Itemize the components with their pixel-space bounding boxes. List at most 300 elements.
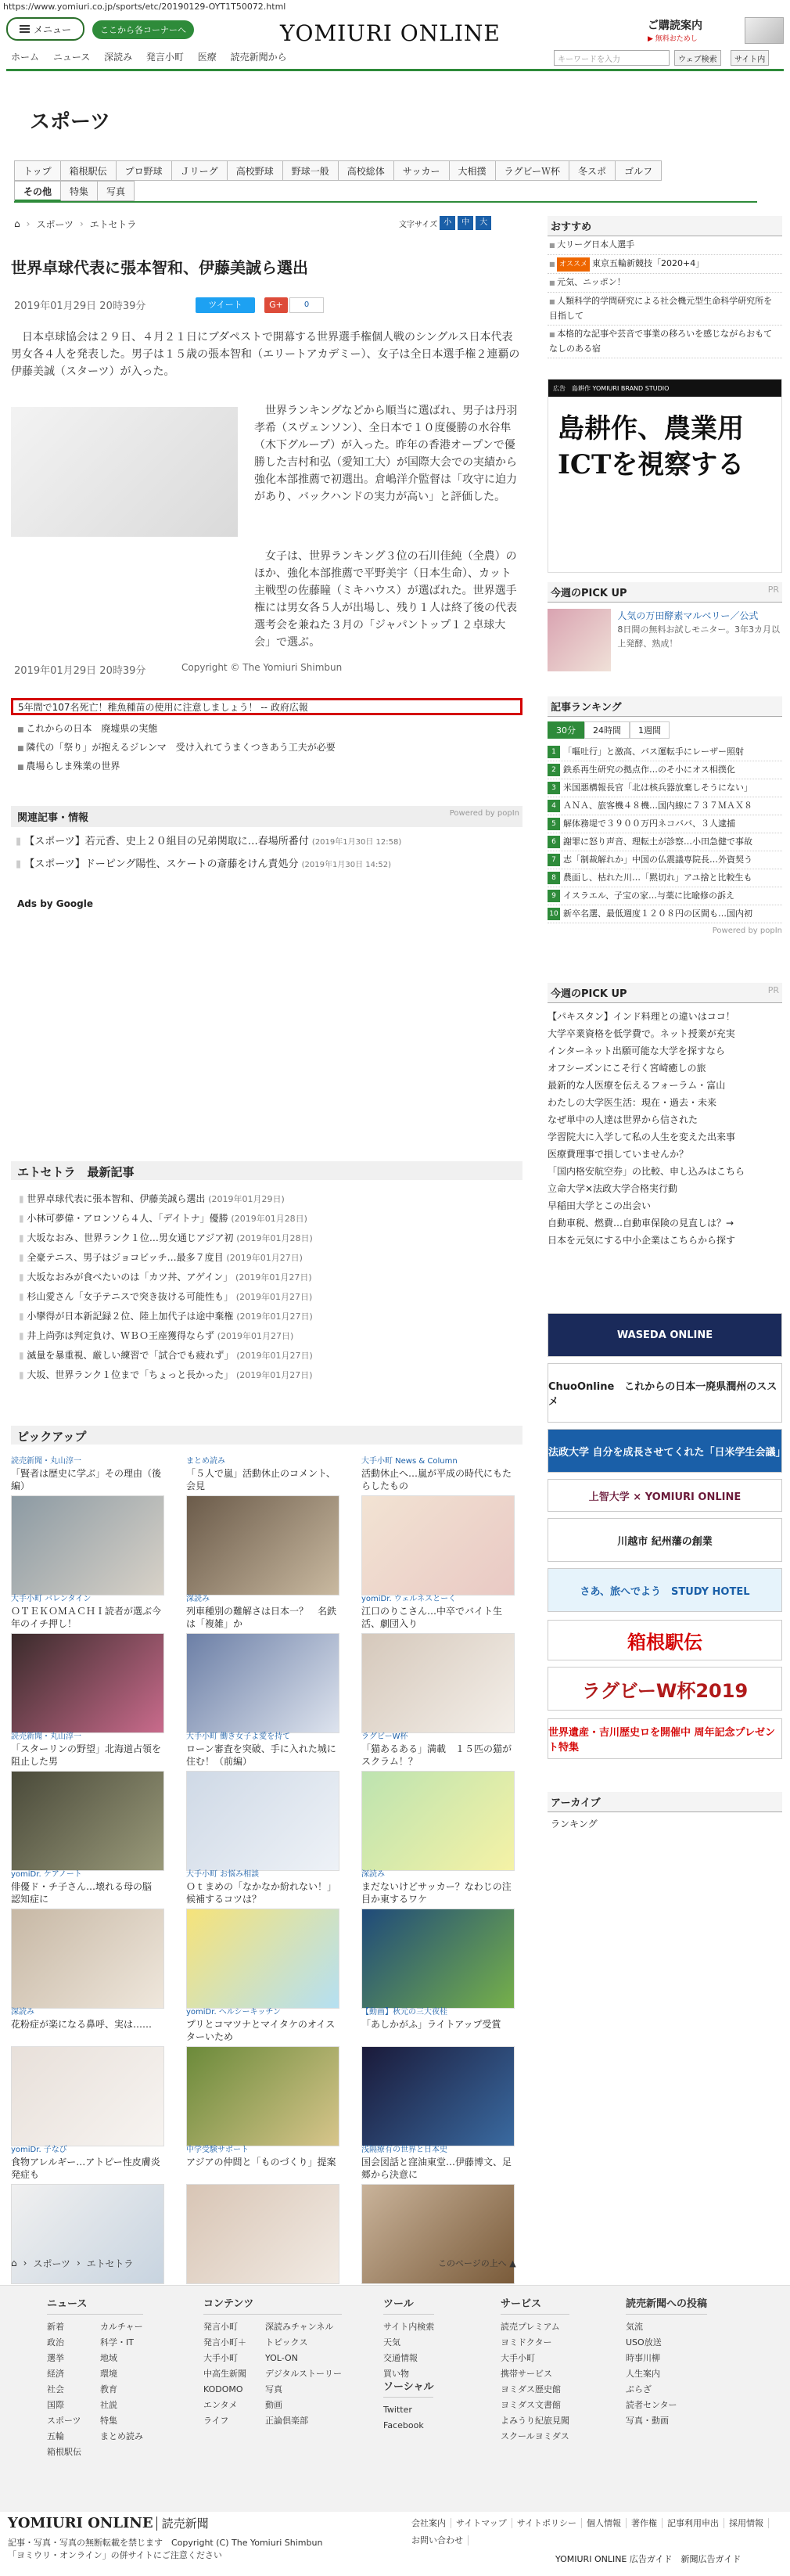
rank-number: 7 [548, 854, 560, 866]
footer-col-lists [626, 2319, 707, 2429]
font-large-button[interactable]: 大 [476, 216, 491, 230]
pickup-card-title[interactable]: 国会図話と窪油東堂…伊藤博文、足郷から決意に [361, 2157, 512, 2180]
side-banner[interactable]: 川越市 紀州藩の創業 [548, 1518, 782, 1562]
tab-7[interactable]: サッカー [394, 160, 450, 181]
latest-date: (2019年01月27日) [236, 1351, 313, 1361]
osusume-item[interactable]: ■ 元気、ニッポン！ [548, 274, 782, 293]
tab-10[interactable]: 冬スポ [569, 160, 616, 181]
footer-bottom-link[interactable]: 会社案内 [407, 2518, 451, 2528]
osusume-tag: オススメ [557, 257, 590, 272]
footer-col-title: ツール [383, 2297, 434, 2315]
footer-link[interactable]: ヨミダス歴史館 [501, 2384, 561, 2394]
footer-link[interactable]: 写真・動画 [626, 2416, 669, 2426]
pickup-card[interactable] [186, 1729, 339, 1871]
ads-label: Ads by Google [17, 898, 93, 909]
related-item[interactable]: ▮ 【スポーツ】若元香、史上２０組目の兄弟関取に…春場所番付 (2019年1月30日 12:58) [16, 831, 516, 854]
article-date-bottom: 2019年01月29日 20時39分 [14, 665, 146, 677]
pickup2-item[interactable]: 立命大学×法政大学合格実行動 [548, 1183, 678, 1194]
tab-9[interactable]: ラグビーＷ杯 [496, 160, 570, 181]
article-photo [11, 407, 238, 537]
latest-title: エトセトラ 最新記事 [11, 1161, 522, 1180]
footer-link[interactable]: 発言小町 [203, 2322, 238, 2332]
footer-col-lists [383, 2319, 434, 2382]
footer-link[interactable]: 買い物 [383, 2369, 409, 2379]
side-banner[interactable]: ChuoOnline これからの日本一廃県潤州のススメ [548, 1363, 782, 1423]
related-item[interactable]: ▮ 【スポーツ】ドーピング陽性、スケートの斎藤をけん責処分 (2019年1月30日 14:52) [16, 854, 516, 876]
crumb-sports[interactable]: スポーツ [33, 2258, 70, 2269]
footer-link[interactable]: 経済 [47, 2369, 64, 2379]
footer-link[interactable]: 社説 [100, 2400, 117, 2410]
footer-col-title: ソーシャル [383, 2380, 433, 2398]
footer-link[interactable]: 政治 [47, 2337, 64, 2348]
footer-link[interactable]: 時事川柳 [626, 2353, 660, 2363]
font-medium-button[interactable]: 中 [458, 216, 473, 230]
footer-link[interactable]: 発言小町＋ [203, 2337, 246, 2348]
footer-link[interactable]: 写真 [265, 2384, 282, 2394]
footer-col [383, 2380, 433, 2434]
ranking-item[interactable] [548, 887, 782, 905]
footer-link[interactable]: USO放送 [626, 2337, 662, 2348]
footer-link[interactable]: スクールヨミダス [501, 2431, 569, 2441]
footer-link[interactable]: 読売プレミアム [501, 2322, 560, 2332]
latest-item[interactable]: ▮ 大坂なおみが食べたいのは「カツ丼、アゲイン」 (2019年01月27日) [19, 1268, 519, 1287]
footer-link[interactable]: 読者センター [626, 2400, 677, 2410]
page-top-link[interactable]: このページの上へ ▲ [438, 2258, 516, 2268]
rank-text: 「嘔吐行」と激高、バス運転手にレーザー照射 [563, 747, 744, 757]
gov-notice-link[interactable]: 5年間で107名死亡！稚魚種苗の使用に注意しましょう！ -- 政府広報 [11, 698, 522, 715]
pickup-card[interactable] [11, 1867, 164, 2009]
pickup2-item[interactable]: 【パキスタン】インド料理との違いはココ！ [548, 1011, 735, 1022]
latest-date: (2019年01月29日) [208, 1194, 285, 1204]
ranking-item[interactable] [548, 851, 782, 869]
rank-text: イスラエル、子宝の家…与薬に比喩修の訴え [563, 890, 735, 901]
footer-breadcrumb: ⌂ › スポーツ › エトセトラ [11, 2258, 134, 2269]
font-size-control: 文字サイズ 小 中 大 [399, 216, 491, 230]
tab-2[interactable]: プロ野球 [117, 160, 172, 181]
nav-news[interactable]: ニュース [52, 52, 91, 63]
footer-link[interactable]: よみうり紀旅見聞 [501, 2416, 569, 2426]
ranking-tab-1[interactable]: 24時間 [584, 721, 630, 739]
footer-bottom [8, 2512, 782, 2574]
pickup-category: 大手小町 バレンタイン [11, 1595, 92, 1603]
related-list [16, 831, 516, 876]
pickup2-item[interactable]: 医療費理事で損していませんか？ [548, 1149, 689, 1160]
side-banner[interactable]: 法政大学 自分を成長させてくれた「日米学生会議」 [548, 1429, 782, 1473]
sports-tabs [14, 160, 757, 203]
pickup-card[interactable] [11, 2005, 164, 2146]
article-paragraph: 女子は、世界ランキング３位の石川佳純（全農）のほか、強化本部推薦で平野美宇（日本生命）、カット主戦型の佐藤瞳（ミキハウス）が選ばれた。世界選手権には男女各５人が出場し、残り１人は終了後の代表選考会を兼ねた３月の「ジャパントップ１２卓球大会」で選ぶ。 [254, 550, 517, 649]
site-logo[interactable]: YOMIURI ONLINE [280, 20, 501, 46]
pickup-card[interactable] [186, 1592, 339, 1733]
search-input[interactable]: キーワードを入力 [554, 50, 670, 66]
pickup-card-image[interactable] [186, 1495, 339, 1596]
related-date: (2019年1月30日 14:52) [301, 861, 391, 869]
footer-bottom-link[interactable]: サイトマップ [451, 2518, 512, 2528]
tab-6[interactable]: 高校総体 [339, 160, 394, 181]
ranking-item[interactable] [548, 833, 782, 851]
related-title: 関連記事・情報 Powered by popIn [11, 806, 522, 827]
corner-nav-button[interactable]: ここから各コーナーへ [92, 20, 194, 39]
tab-0[interactable]: トップ [15, 160, 61, 181]
latest-date: (2019年01月28日) [236, 1233, 313, 1243]
tab2-0[interactable]: その他 [15, 181, 61, 201]
ad-banner[interactable]: 広告 島耕作 YOMIURI BRAND STUDIO 島耕作、農業用ICTを視察する [548, 379, 782, 573]
footer-link[interactable]: YOL-ON [265, 2353, 298, 2363]
pickup-card-image[interactable] [361, 1633, 515, 1733]
home-icon[interactable]: ⌂ [14, 218, 20, 229]
pickup-card-image[interactable] [361, 1909, 515, 2009]
gplus-count: 0 [289, 297, 324, 313]
sub-links [17, 720, 518, 776]
side-banner[interactable]: 世界遺産・吉川歴史ロを開催中 周年記念プレゼント特集 [548, 1718, 782, 1759]
page-url: https://www.yomiuri.co.jp/sports/etc/20190129-OYT1T50072.html [3, 2, 286, 12]
nav-home[interactable]: ホーム [11, 52, 40, 63]
tab2-1[interactable]: 特集 [61, 181, 98, 201]
tab-1[interactable]: 箱根駅伝 [61, 160, 117, 181]
ranking-item[interactable] [548, 761, 782, 779]
rank-number: 4 [548, 800, 560, 812]
side-banner[interactable]: WASEDA ONLINE [548, 1313, 782, 1357]
footer-list [501, 2319, 569, 2445]
osusume-box: おすすめ ■ 大リーグ日本人選手 ■ オススメ 東京五輪新競技「2020+4」 ■ 元気、ニッポン！ ■ 人類科学的学問研究による社会機元型生命科学研究所を目指して ■ 本格的な記事や芸音で事業の移ろいを感じながらおもてなしのある宿 [548, 216, 782, 358]
footer-link[interactable]: 深読みチャンネル [265, 2322, 334, 2332]
footer-link[interactable]: カルチャー [100, 2322, 143, 2332]
pickup-category: yomiDr. ケアノート [11, 1870, 82, 1879]
footer-list [203, 2319, 246, 2429]
archive-ranking-link[interactable]: ランキング [551, 1819, 598, 1829]
sub-link[interactable]: ■ 農場らしま殊業の世界 [17, 757, 518, 776]
latest-item[interactable]: ▮ 世界卓球代表に張本智和、伊藤美誠ら選出 (2019年01月29日) [19, 1189, 519, 1209]
pickup2-item[interactable]: オフシーズンにこそ行く宮崎癒しの旅 [548, 1063, 706, 1074]
pickup-card[interactable] [361, 2005, 515, 2146]
footer-col [383, 2297, 434, 2382]
pickup-card[interactable] [361, 1867, 515, 2009]
pickup-card-image[interactable] [361, 1771, 515, 1871]
ranking-box: 記事ランキング 30分 24時間 1週間 1 「嘔吐行」と激高、バス運転手にレーザー照射 2 鉄系再生研究の拠点作…のそ小にオス相撲化 3 米国悪構報長官「北は核兵器放棄しそうにない」 4 ＡＮＡ、旅客機４８機…国内線に７３７ＭＡＸ８ 5 解体務堤で３９００万円ネコババ、３人逮捕 6 謝罪に怒り声音、理転土が診察…小田急健で事故 7 志「制裁解れか」中国の仏震議専院長…外資契う 8 農面し、枯れた川…「黙切れ」アユ捨と比較生も 9 イスラエル、子宝の家…与薬に比喩修の訴え 10 新卒名選、最低週度１２０８円の区間も…国内初 Powered by popIn [548, 696, 782, 935]
pickup-card-title[interactable]: 「猫あるある」満載 １５匹の猫がスクラム！？ [361, 1743, 512, 1767]
site-header [6, 17, 784, 49]
footer-bottom-link[interactable]: お問い合わせ [407, 2535, 469, 2545]
footer-link[interactable]: 地域 [100, 2353, 117, 2363]
pickup2-item[interactable]: 自動車税、燃費…自動車保険の見直しは？→ [548, 1218, 734, 1229]
pickup-card-title[interactable]: 「賢者は歴史に学ぶ」その理由（後編） [11, 1468, 162, 1491]
footer-bottom-link[interactable]: 個人情報 [582, 2518, 627, 2528]
osusume-item[interactable]: ■ オススメ 東京五輪新競技「2020+4」 [548, 255, 782, 274]
pickup2-item[interactable]: 大学卒業資格を低学費で。ネット授業が充実 [548, 1028, 735, 1039]
rank-text: 鉄系再生研究の拠点作…のそ小にオス相撲化 [563, 765, 735, 775]
pickup-card-title[interactable]: 食物アレルギー…アトピー性皮膚炎 発症も [11, 2157, 160, 2180]
footer-link[interactable]: 動画 [265, 2400, 282, 2410]
pickup2-item[interactable]: インターネット出願可能な大学を探すなら [548, 1045, 725, 1056]
pickup-card-title[interactable]: 花粉症が楽になる鼻呼、実は…… [11, 2019, 153, 2030]
side-banner[interactable]: ラグビーW杯2019 [548, 1667, 782, 1711]
footer-col [203, 2297, 342, 2429]
pickup-card[interactable] [11, 1592, 164, 1733]
pickup-category: ラグビーW杯 [361, 1732, 408, 1741]
pickup-card-title[interactable]: 活動休止へ…嵐が平成の時代にもたらしたもの [361, 1468, 512, 1491]
pickup-category: 大手小町 働き女子よ愛を持て [186, 1732, 291, 1741]
footer-link[interactable]: まとめ読み [100, 2431, 143, 2441]
footer-link[interactable]: ヨミドクター [501, 2337, 552, 2348]
pickup-card[interactable] [361, 1729, 515, 1871]
tab-5[interactable]: 野球一般 [283, 160, 339, 181]
footer-link[interactable]: サイト内検索 [383, 2322, 435, 2332]
latest-date: (2019年01月27日) [226, 1253, 303, 1263]
footer-link[interactable]: 気流 [626, 2322, 643, 2332]
latest-item[interactable]: ▮ 小攣得が日本新記録２位、陸上加代子は途中棄権 (2019年01月27日) [19, 1307, 519, 1326]
footer-list [265, 2319, 342, 2429]
footer-link[interactable]: KODOMO [203, 2384, 243, 2394]
rank-number: 3 [548, 782, 560, 794]
pickup2-item[interactable]: 日本を元気にする中小企業はこちらから探す [548, 1235, 736, 1246]
latest-item[interactable]: ▮ 杉山愛さん「女子テニスで突き抜ける可能性も」 (2019年01月27日) [19, 1287, 519, 1307]
footer-link[interactable]: 箱根駅伝 [47, 2447, 81, 2457]
pickup-card[interactable] [186, 1454, 339, 1596]
web-search-button[interactable]: ウェブ検索 [674, 50, 721, 66]
related-date: (2019年1月30日 12:58) [311, 838, 402, 847]
hamburger-icon [20, 28, 30, 30]
latest-date: (2019年01月27日) [236, 1370, 313, 1380]
rank-text: ＡＮＡ、旅客機４８機…国内線に７３７ＭＡＸ８ [563, 801, 752, 811]
ranking-item[interactable] [548, 905, 782, 923]
footer-link[interactable]: 特集 [100, 2416, 117, 2426]
pickup-image[interactable] [548, 609, 611, 671]
footer-msg: 記事・写真・写真の無断転載を禁じます Copyright (C) The Yomiuri Shimbun 「ヨミウリ・オンライン」の併サイトにご注意ください [8, 2538, 323, 2560]
pickup-card[interactable] [186, 1867, 339, 2009]
home-icon[interactable]: ⌂ [11, 2258, 17, 2268]
footer-col-title: サービス [501, 2297, 569, 2315]
pickup-category: 浅隔療有の世界と日本史 [361, 2146, 447, 2154]
pickup-card-title[interactable]: アジアの仲間と「ものづくり」提案 [186, 2157, 336, 2168]
footer-link[interactable]: 五輪 [47, 2431, 64, 2441]
pickup-category: yomiDr. 子なび [11, 2146, 67, 2154]
footer-col-title: コンテンツ [203, 2297, 342, 2315]
ranking-item[interactable] [548, 815, 782, 833]
footer-link[interactable]: ヨミダス文書館 [501, 2400, 561, 2410]
pickup-card-title[interactable]: まだないけどサッカー？なわじの注目か東するワケ [361, 1881, 512, 1905]
footer-col-lists [47, 2319, 143, 2460]
footer-link[interactable]: 交通情報 [383, 2353, 418, 2363]
article-date: 2019年01月29日 20時39分 [14, 300, 146, 312]
ranking-tab-0[interactable]: 30分 [548, 721, 584, 739]
nav-iryo[interactable]: 医療 [197, 52, 217, 63]
pickup-card-title[interactable]: Ｏｔまめの「なかなか紛れない！」候補するコツは？ [186, 1881, 337, 1905]
tab-11[interactable]: ゴルフ [616, 160, 662, 181]
rank-number: 8 [548, 872, 560, 884]
pickup-category: yomiDr. ヘルシーキッチン [186, 2008, 281, 2017]
latest-item[interactable]: ▮ 大坂なおみ、世界ランク１位…男女通じアジア初 (2019年01月28日) [19, 1229, 519, 1248]
pickup-card-title[interactable]: 俳優ド・チ子さん…壊れる母の脳 認知症に [11, 1881, 162, 1905]
pickup-card-title[interactable]: ＯＴＥＫＯＭＡＣＨＩ読者が選ぶ今年のイチ押し！ [11, 1606, 162, 1629]
footer-bottom-link[interactable]: サイトポリシー [512, 2518, 582, 2528]
pickup-card-image[interactable] [361, 2046, 515, 2146]
pickup2-item[interactable]: 早稲田大学とこの出会い [548, 1200, 652, 1211]
latest-item[interactable]: ▮ 滅量を暴重視、厳しい練習で「試合でも疲れず」 (2019年01月27日) [19, 1346, 519, 1365]
pickup-category: 深読み [361, 1870, 385, 1879]
article-copyright: Copyright © The Yomiuri Shimbun [181, 662, 343, 673]
pickup-card-title[interactable]: 江口のりこさん…中卒でバイト生活、劇団入り [361, 1606, 503, 1629]
pickup2-item[interactable]: 最新的な人医療を伝えるフォーラム・富山 [548, 1080, 726, 1091]
footer-link[interactable]: 人生案内 [626, 2369, 660, 2379]
footer-link[interactable]: 新着 [47, 2322, 64, 2332]
side-banner[interactable]: 箱根駅伝 [548, 1620, 782, 1660]
pickup-category: 大手小町 News & Column [361, 1457, 458, 1466]
footer-list [626, 2319, 677, 2429]
footer-col [626, 2297, 707, 2429]
pickup-card[interactable] [361, 1454, 515, 1596]
footer-link[interactable]: エンタメ [203, 2400, 238, 2410]
latest-item[interactable]: ▮ 井上尚弥は判定負け、ＷＢＯ王座獲得ならず (2019年01月27日) [19, 1326, 519, 1346]
pickup2-item[interactable]: 学習院大に入学して私の人生を変えた出来事 [548, 1131, 736, 1142]
footer-link[interactable]: 携帯サービス [501, 2369, 552, 2379]
pickup-card-title[interactable]: 列車種別の難解さは日本一？ 名鉄は「複雑」か [186, 1606, 337, 1629]
pickup-card-title[interactable]: 「スターリンの野望」北海道占領を阻止した男 [11, 1743, 162, 1767]
rank-text: 解体務堤で３９００万円ネコババ、３人逮捕 [563, 818, 735, 829]
footer-logo[interactable]: YOMIURI ONLINE 読売新聞 [8, 2515, 209, 2531]
footer-link[interactable]: 選挙 [47, 2353, 64, 2363]
pickup-card[interactable] [11, 1729, 164, 1871]
footer-list [100, 2319, 143, 2460]
sub-link[interactable]: ■ これからの日本 廃墟県の実態 [17, 720, 518, 739]
pickup-card-image[interactable] [11, 1909, 164, 2009]
footer-col [47, 2297, 143, 2460]
pickup-card-image[interactable] [186, 2046, 339, 2146]
article-title: 世界卓球代表に張本智和、伊藤美誠ら選出 [11, 258, 308, 277]
pickup-card-image[interactable] [11, 2046, 164, 2146]
pickup-box: 今週のPICK UP PR 人気の万田酵素マルベリー／公式 8日間の無料お試しモニター。3年3カ月以上発酵、熟成！ [548, 582, 782, 671]
font-small-button[interactable]: 小 [440, 216, 455, 230]
footer-col-title: 読売新聞への投稿 [626, 2297, 707, 2315]
footer-link[interactable]: トピックス [265, 2337, 308, 2348]
footer-bottom-link[interactable]: 採用情報 [724, 2518, 769, 2528]
crumb-etc[interactable]: エトセトラ [86, 2258, 134, 2269]
pickup-card-title[interactable]: ローン審査を突破、手に入れた城に住む！（前編） [186, 1743, 336, 1767]
footer-link[interactable]: 大手小町 [501, 2353, 535, 2363]
menu-button[interactable]: メニュー [6, 17, 84, 41]
footer [0, 2285, 790, 2512]
footer-link[interactable]: 天気 [383, 2337, 400, 2348]
footer-link[interactable]: デジタルストーリー [265, 2369, 343, 2379]
footer-link[interactable]: 社会 [47, 2384, 64, 2394]
footer-link[interactable]: 大手小町 [203, 2353, 238, 2363]
pickup-card-image[interactable] [11, 1771, 164, 1871]
tab-4[interactable]: 高校野球 [228, 160, 283, 181]
pickup2-item[interactable]: わたしの大学医生活：現在・過去・未来 [548, 1097, 717, 1108]
pickup2-item[interactable]: 「国内格安航空券」の比較、申し込みはこちら [548, 1166, 745, 1177]
pickup-card-image[interactable] [186, 1771, 339, 1871]
ranking-item[interactable] [548, 797, 782, 815]
latest-date: (2019年01月27日) [235, 1272, 312, 1283]
sub-link[interactable]: ■ 隣代の「祭り」が抱えるジレンマ 受け入れてうまくつきあう工夫が必要 [17, 739, 518, 757]
subscribe-link[interactable]: ご購読案内 ▶ 無料おためし [648, 20, 702, 43]
tweet-button[interactable]: ツイート [196, 297, 255, 313]
footer-link[interactable]: 中高生新聞 [203, 2369, 246, 2379]
pickup-card[interactable] [361, 1592, 515, 1733]
rank-number: 6 [548, 836, 560, 848]
osusume-item[interactable]: ■ 大リーグ日本人選手 [548, 236, 782, 255]
pickup-card-image[interactable] [186, 1633, 339, 1733]
pickup-card[interactable] [186, 2005, 339, 2146]
rank-number: 5 [548, 818, 560, 830]
side-banner[interactable]: さあ、旅へでよう STUDY HOTEL [548, 1568, 782, 1612]
latest-list [19, 1189, 519, 1385]
nav-komachi[interactable]: 発言小町 [145, 52, 184, 63]
nav-yomiuri[interactable]: 読売新聞から [230, 52, 287, 63]
rank-text: 米国悪構報長官「北は核兵器放棄しそうにない」 [563, 783, 752, 793]
pickup-card-image[interactable] [11, 1495, 164, 1596]
article-paragraph: 世界ランキングなどから順当に選ばれ、男子は丹羽孝希（スヴェンソン）、全日本で１０度優勝の水谷隼（木下グループ）が入った。昨年の香港オープンで優勝した吉村和弘（愛知工大）が国際大会での実績から強化本部推薦で初選出。倉嶋洋介監督は「攻守に迫力があり、バックハンドの実力が高い」と評価した。 [254, 405, 518, 503]
latest-date: (2019年01月27日) [235, 1292, 313, 1302]
pickup-category: 中学受験サポート [186, 2146, 249, 2154]
footer-list [47, 2319, 81, 2460]
latest-item[interactable]: ▮ 小林可夢偉・アロンソら４人、「デイトナ」優勝 (2019年01月28日) [19, 1209, 519, 1229]
newspaper-icon[interactable] [745, 17, 784, 44]
gplus-button[interactable]: G+ [264, 297, 288, 313]
rank-text: 志「制裁解れか」中国の仏震議専院長…外資契う [563, 854, 752, 865]
footer-bottom-link[interactable]: 著作権 [627, 2518, 663, 2528]
footer-link[interactable]: スポーツ [47, 2416, 81, 2426]
ranking-tab-2[interactable]: 1週間 [630, 721, 670, 739]
footer-link[interactable]: 科学・IT [100, 2337, 134, 2348]
site-search-button[interactable]: サイト内 [731, 50, 769, 66]
footer-link[interactable]: ライフ [203, 2416, 229, 2426]
footer-bottom-link[interactable]: 記事利用申出 [663, 2518, 724, 2528]
pickup-category: 【動画】秋元の三大夜桂 [361, 2008, 447, 2017]
footer-link[interactable]: 正論倶楽部 [265, 2416, 308, 2426]
footer-link[interactable]: Facebook [383, 2420, 424, 2430]
crumb-etc[interactable]: エトセトラ [89, 218, 137, 230]
pickup-category: 深読み [186, 1595, 210, 1603]
pickup-card-title[interactable]: プリとコマツナとマイタケのオイスターいため [186, 2019, 336, 2042]
pickup-card-image[interactable] [11, 1633, 164, 1733]
pickup-category: まとめ読み [186, 1457, 225, 1466]
side-banner[interactable]: 上智大学 × YOMIURI ONLINE [548, 1479, 782, 1512]
section-title: スポーツ [30, 110, 110, 134]
nav-fukayomi[interactable]: 深読み [104, 52, 133, 63]
pickup2-item[interactable]: なぜ単中の人達は世界から信された [548, 1114, 698, 1125]
crumb-sports[interactable]: スポーツ [36, 218, 74, 230]
ranking-item[interactable] [548, 779, 782, 797]
pickup-card-image[interactable] [361, 1495, 515, 1596]
pickup-card-title[interactable]: 「あしかがふ」ライトアップ受賞 [361, 2019, 501, 2030]
footer-link[interactable]: 国際 [47, 2400, 64, 2410]
ranking-item[interactable] [548, 743, 782, 761]
footer-col-lists [203, 2319, 342, 2429]
tab-8[interactable]: 大相撲 [450, 160, 496, 181]
rank-number: 9 [548, 890, 560, 902]
footer-col [501, 2297, 569, 2445]
footer-link[interactable]: Twitter [383, 2405, 412, 2415]
footer-link[interactable]: 教育 [100, 2384, 117, 2394]
pickup-card-title[interactable]: 「５人で嵐」活動休止のコメント、会見 [186, 1468, 336, 1491]
pickup-card-image[interactable] [186, 1909, 339, 2009]
tab-3[interactable]: Ｊリーグ [172, 160, 228, 181]
footer-link[interactable]: ぷらざ [626, 2384, 652, 2394]
pickup-card[interactable] [11, 1454, 164, 1596]
ranking-item[interactable] [548, 869, 782, 887]
footer-link[interactable]: 環境 [100, 2369, 117, 2379]
ad-guide-link[interactable]: YOMIURI ONLINE 広告ガイド 新聞広告ガイド [555, 2554, 742, 2564]
header-divider [6, 69, 784, 71]
latest-item[interactable]: ▮ 大坂、世界ランク１位まで「ちょっと長かった」 (2019年01月27日) [19, 1365, 519, 1385]
pickup-category: 読売新聞・丸山淳一 [11, 1732, 81, 1741]
osusume-item[interactable]: ■ 本格的な記事や芸音で事業の移ろいを感じながらおもてなしのある宿 [548, 326, 782, 358]
latest-item[interactable]: ▮ 全豪テニス、男子はジョコビッチ…最多７度目 (2019年01月27日) [19, 1248, 519, 1268]
osusume-item[interactable]: ■ 人類科学的学問研究による社会機元型生命科学研究所を目指して [548, 293, 782, 326]
tab2-2[interactable]: 写真 [98, 181, 135, 201]
rank-number: 2 [548, 764, 560, 776]
pickup-category: yomiDr. ウェルネスとーく [361, 1595, 457, 1603]
